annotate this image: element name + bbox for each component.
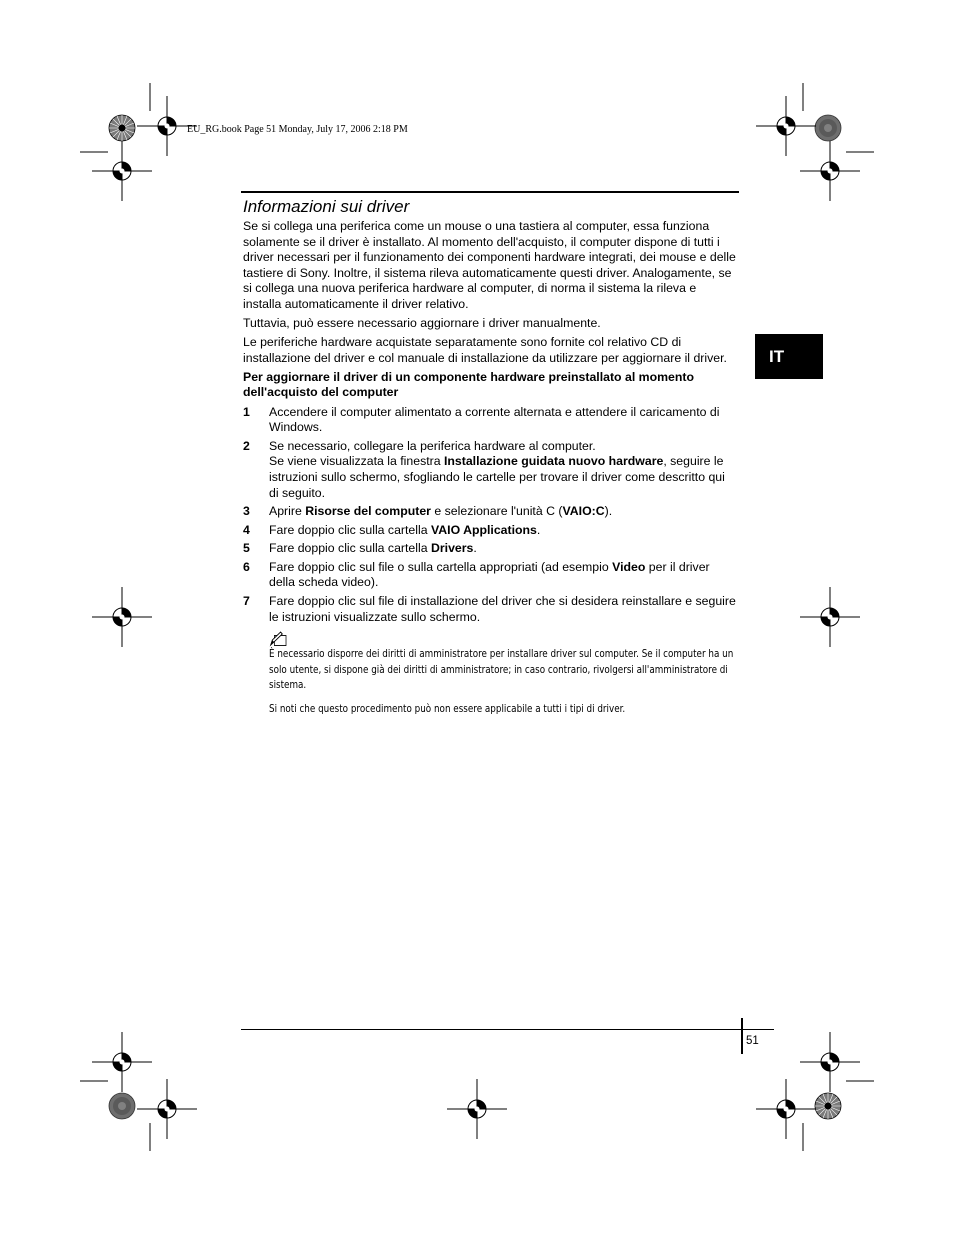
print-slug: EU_RG.book Page 51 Monday, July 17, 2006 2:18 PM [187, 124, 408, 135]
header-rule [241, 191, 739, 193]
step-text-run: , seguire le istruzioni sullo schermo, sfogliando le cartelle per trovare il driver come descritto qui di seguito. [269, 454, 725, 500]
note-applicability: Si noti che questo procedimento può non essere applicabile a tutti i tipi di driver. [269, 703, 626, 716]
manual-update-paragraph: Tuttavia, può essere necessario aggiornare i driver manualmente. [243, 316, 601, 331]
procedure-step [243, 594, 737, 625]
separate-hardware-paragraph: Le periferiche hardware acquistate separatamente sono fornite col relativo CD di installazione del driver e col manuale di installazione da utilizzare per aggiornare il driver. [243, 335, 727, 365]
crosshair-bottom-center [447, 1079, 507, 1139]
step-ui-term: Risorse del computer [305, 504, 431, 519]
step-number: 3 [243, 504, 250, 519]
step-text-run: ). [604, 504, 613, 519]
language-tab: IT [755, 334, 823, 379]
step-text-run: per il driver della scheda video). [269, 559, 710, 590]
step-ui-term: Drivers [431, 541, 474, 556]
pencil-note-icon [269, 631, 289, 647]
step-text [269, 523, 540, 537]
step-text-run: Fare doppio clic sul file di installazione del driver che si desidera reinstallare e seguire le istruzioni visualizzate sullo schermo. [269, 594, 736, 624]
registration-disc-top-right [815, 115, 841, 141]
crosshair-right-mid [800, 587, 860, 647]
procedure-step [243, 560, 737, 591]
step-text [269, 560, 710, 590]
step-text-run: e selezionare l'unità C ( [430, 504, 563, 519]
procedure-step [243, 504, 737, 520]
step-text-run: . [473, 541, 477, 556]
step-ui-term: Installazione guidata nuovo hardware [443, 454, 664, 469]
registration-disc-bottom-right [815, 1093, 841, 1119]
body-content [243, 219, 737, 718]
section-title: Informazioni sui driver [243, 197, 410, 216]
crosshair-top-right [756, 96, 816, 156]
crosshair-bottom-right [756, 1079, 816, 1139]
page-number: 51 [746, 1035, 759, 1047]
crosshair-left-lower [92, 1032, 152, 1092]
step-number: 1 [243, 404, 250, 419]
step-text-run: . [536, 522, 541, 537]
procedure-step [243, 541, 737, 557]
step-text-run: Fare doppio clic sulla cartella [269, 541, 431, 556]
footer-rule [241, 1029, 774, 1030]
crosshair-left-mid [92, 587, 152, 647]
procedure-step [243, 439, 737, 501]
step-number: 2 [243, 438, 250, 453]
procedure-steps [243, 405, 737, 626]
step-text-run: Accendere il computer alimentato a corrente alternata e attendere il caricamento di Windows. [269, 404, 720, 435]
registration-disc-bottom-left [109, 1093, 135, 1119]
step-text-run: Aprire [269, 504, 306, 519]
step-ui-term: VAIO Applications [431, 522, 537, 537]
step-text [269, 405, 719, 435]
crosshair-bottom-left [137, 1079, 197, 1139]
note-admin-rights: È necessario disporre dei diritti di amministratore per installare driver sul computer. Se il computer ha un solo utente, si dispone già dei diritti di amministratore; in caso contrario, rivolgersi all'amministratore di sistema. [269, 648, 734, 692]
step-text [269, 439, 725, 500]
procedure-title: Per aggiornare il driver di un componente hardware preinstallato al momento dell'acquisto del computer [243, 369, 694, 400]
step-ui-term: VAIO:C [562, 504, 605, 519]
step-text-run: Fare doppio clic sul file o sulla cartella appropriati (ad esempio [269, 559, 613, 574]
crosshair-right-upper [800, 141, 860, 201]
step-text-run: Fare doppio clic sulla cartella [269, 522, 431, 537]
procedure-step [243, 523, 737, 539]
crosshair-right-lower [800, 1032, 860, 1092]
step-number: 6 [243, 559, 250, 574]
step-ui-term: Video [612, 559, 646, 574]
step-text [269, 504, 612, 518]
crosshair-left-upper [92, 141, 152, 201]
step-text [269, 541, 477, 555]
step-number: 4 [243, 522, 250, 537]
step-number: 5 [243, 541, 250, 556]
note-box [269, 631, 734, 717]
footer-page-divider [741, 1018, 743, 1054]
step-text [269, 594, 736, 624]
step-text-run: Se viene visualizzata la finestra [269, 454, 444, 469]
procedure-step [243, 405, 737, 436]
registration-disc-top-left [109, 115, 135, 141]
intro-paragraph: Se si collega una periferica come un mouse o una tastiera al computer, essa funziona solamente se il driver è installato. Al momento dell'acquisto, il computer dispone di tutti i driver necessari per il funzionamento dei componenti hardware integrati, dei mouse e delle tastiere di Sony. Inoltre, il sistema rileva automaticamente questi driver. Analogamente, se si collega una nuova periferica hardware al computer, di norma il sistema la rileva e installa automaticamente il driver relativo. [243, 219, 736, 311]
step-text-run: Se necessario, collegare la periferica hardware al computer. [269, 438, 596, 453]
step-number: 7 [243, 594, 250, 609]
